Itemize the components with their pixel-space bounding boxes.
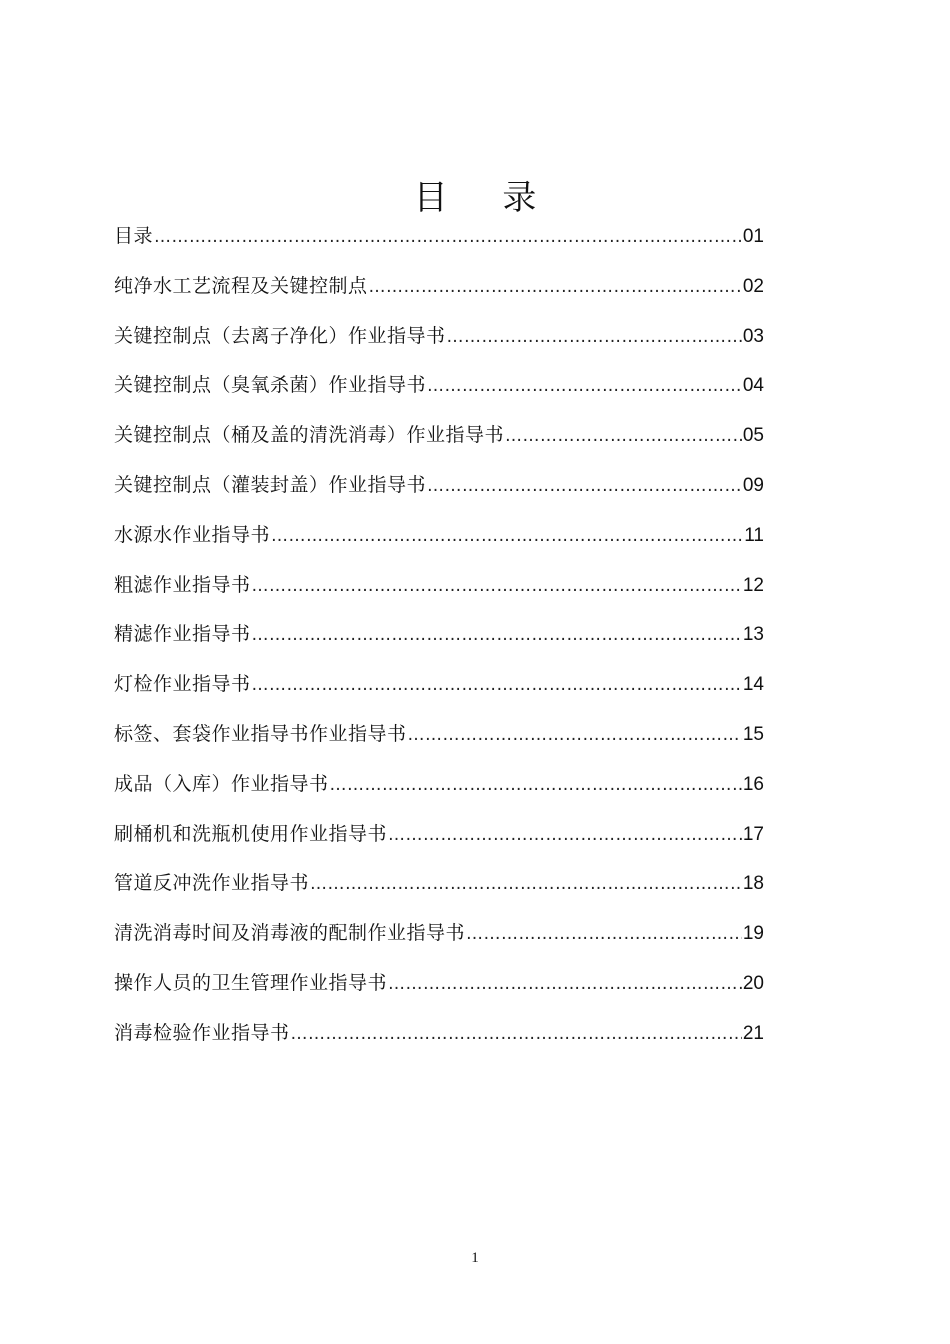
toc-entry[interactable] <box>114 867 764 917</box>
toc-entry[interactable] <box>114 369 764 419</box>
toc-dot-leader <box>154 221 742 253</box>
toc-entry-label: 消毒检验作业指导书 <box>114 1021 290 1044</box>
table-of-contents <box>114 220 764 1067</box>
toc-entry[interactable] <box>114 469 764 519</box>
page-number: 1 <box>471 1250 479 1266</box>
toc-entry-label: 精滤作业指导书 <box>114 623 251 646</box>
toc-entry[interactable] <box>114 718 764 768</box>
toc-entry[interactable] <box>114 320 764 370</box>
toc-dot-leader <box>310 868 742 900</box>
toc-entry-label: 纯净水工艺流程及关键控制点 <box>114 274 368 297</box>
toc-entry[interactable] <box>114 967 764 1017</box>
toc-entry[interactable] <box>114 519 764 569</box>
toc-entry-page: 13 <box>742 624 764 646</box>
toc-entry-label: 关键控制点（桶及盖的清洗消毒）作业指导书 <box>114 424 505 447</box>
toc-entry-page: 04 <box>742 375 764 397</box>
toc-dot-leader <box>447 321 742 353</box>
toc-entry-page: 14 <box>742 674 764 696</box>
toc-entry-label: 目录 <box>114 225 154 247</box>
toc-entry[interactable] <box>114 668 764 718</box>
toc-entry-label: 关键控制点（灌装封盖）作业指导书 <box>114 473 427 496</box>
toc-entry-label: 刷桶机和洗瓶机使用作业指导书 <box>114 822 388 845</box>
toc-dot-leader <box>388 819 742 851</box>
toc-entry-page: 05 <box>742 425 764 447</box>
toc-entry-page: 19 <box>742 923 764 945</box>
toc-entry[interactable] <box>114 270 764 320</box>
toc-entry-label: 操作人员的卫生管理作业指导书 <box>114 971 388 994</box>
toc-entry-page: 15 <box>742 723 764 745</box>
toc-entry-page: 09 <box>742 474 764 496</box>
toc-dot-leader <box>252 619 742 651</box>
toc-dot-leader <box>408 719 742 751</box>
toc-dot-leader <box>369 271 742 303</box>
toc-entry-label: 关键控制点（去离子净化）作业指导书 <box>114 324 446 347</box>
toc-entry-label: 标签、套袋作业指导书作业指导书 <box>114 722 407 745</box>
toc-entry[interactable] <box>114 1017 764 1067</box>
toc-dot-leader <box>330 769 742 801</box>
toc-dot-leader <box>252 570 742 602</box>
toc-dot-leader <box>271 520 743 552</box>
toc-entry[interactable] <box>114 768 764 818</box>
toc-entry-page: 21 <box>742 1022 764 1044</box>
toc-entry[interactable] <box>114 419 764 469</box>
toc-entry[interactable] <box>114 818 764 868</box>
toc-entry-page: 12 <box>742 574 764 596</box>
toc-entry[interactable] <box>114 618 764 668</box>
toc-entry-label: 关键控制点（臭氧杀菌）作业指导书 <box>114 374 427 397</box>
toc-entry-page: 17 <box>742 823 764 845</box>
toc-entry[interactable] <box>114 569 764 619</box>
toc-entry-page: 01 <box>742 226 764 247</box>
toc-entry-page: 16 <box>742 773 764 795</box>
toc-entry[interactable] <box>114 917 764 967</box>
toc-dot-leader <box>252 669 742 701</box>
toc-dot-leader <box>505 420 742 452</box>
toc-dot-leader <box>388 968 742 1000</box>
toc-entry-page: 18 <box>742 873 764 895</box>
toc-dot-leader <box>291 1018 742 1050</box>
toc-entry-page: 03 <box>742 325 764 347</box>
toc-entry-label: 水源水作业指导书 <box>114 523 271 546</box>
toc-dot-leader <box>427 470 742 502</box>
toc-entry-label: 粗滤作业指导书 <box>114 573 251 596</box>
toc-entry-page: 11 <box>744 524 764 546</box>
page-title: 目 录 <box>413 177 559 218</box>
toc-dot-leader <box>427 370 742 402</box>
toc-entry-label: 成品（入库）作业指导书 <box>114 772 329 795</box>
toc-entry-label: 清洗消毒时间及消毒液的配制作业指导书 <box>114 922 466 945</box>
toc-entry-label: 管道反冲洗作业指导书 <box>114 872 310 895</box>
toc-dot-leader <box>466 918 742 950</box>
toc-entry[interactable] <box>114 220 764 270</box>
toc-entry-page: 20 <box>742 972 764 994</box>
toc-entry-label: 灯检作业指导书 <box>114 673 251 696</box>
toc-entry-page: 02 <box>742 275 764 297</box>
